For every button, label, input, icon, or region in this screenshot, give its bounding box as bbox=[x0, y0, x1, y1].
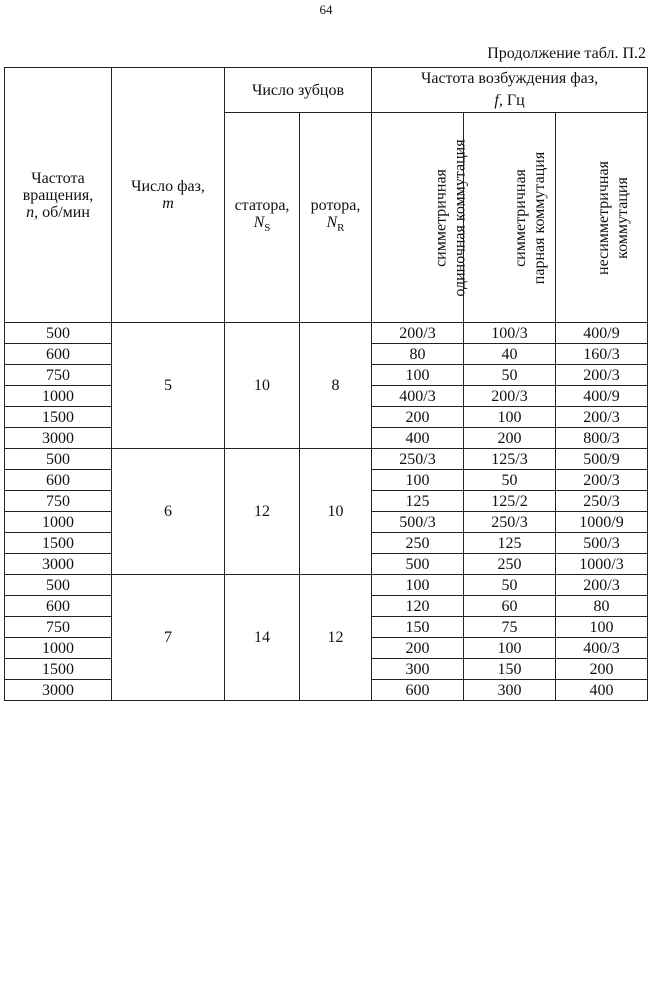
speed-cell: 500 bbox=[5, 575, 112, 596]
header-frequency-label: Частота возбуждения фаз, bbox=[420, 70, 599, 87]
header-asym-line1: несимметричная bbox=[594, 160, 612, 275]
freq-sym-pair-cell: 75 bbox=[464, 617, 556, 638]
header-frequency-group bbox=[372, 68, 648, 113]
freq-sym-single-cell: 600 bbox=[372, 680, 464, 701]
speed-cell: 1000 bbox=[5, 386, 112, 407]
table-row bbox=[5, 323, 648, 344]
speed-cell: 1000 bbox=[5, 638, 112, 659]
freq-sym-single-cell: 100 bbox=[372, 470, 464, 491]
freq-sym-pair-cell: 50 bbox=[464, 470, 556, 491]
speed-cell: 750 bbox=[5, 617, 112, 638]
freq-asym-cell: 200/3 bbox=[556, 365, 648, 386]
header-teeth-group: Число зубцов bbox=[225, 68, 372, 113]
freq-asym-cell: 100 bbox=[556, 617, 648, 638]
freq-sym-pair-cell: 250 bbox=[464, 554, 556, 575]
header-rotor-var: N bbox=[326, 214, 338, 232]
header-asym-line2: коммутация bbox=[613, 176, 631, 259]
header-asym-text bbox=[594, 161, 632, 275]
freq-sym-pair-cell: 200/3 bbox=[464, 386, 556, 407]
frequency-table bbox=[4, 67, 648, 701]
speed-cell: 750 bbox=[5, 491, 112, 512]
stator-teeth-cell: 10 bbox=[225, 323, 300, 449]
speed-cell: 500 bbox=[5, 449, 112, 470]
freq-sym-single-cell: 200 bbox=[372, 638, 464, 659]
freq-sym-pair-cell: 50 bbox=[464, 365, 556, 386]
speed-cell: 3000 bbox=[5, 680, 112, 701]
freq-sym-single-cell: 400 bbox=[372, 428, 464, 449]
header-stator bbox=[225, 113, 300, 323]
freq-asym-cell: 200 bbox=[556, 659, 648, 680]
freq-asym-cell: 1000/3 bbox=[556, 554, 648, 575]
table-body bbox=[5, 323, 648, 701]
freq-sym-pair-cell: 125/2 bbox=[464, 491, 556, 512]
table-header bbox=[5, 68, 648, 323]
freq-sym-pair-cell: 100 bbox=[464, 638, 556, 659]
freq-asym-cell: 200/3 bbox=[556, 407, 648, 428]
freq-asym-cell: 800/3 bbox=[556, 428, 648, 449]
header-sym-pair bbox=[464, 113, 556, 323]
freq-sym-pair-cell: 125 bbox=[464, 533, 556, 554]
header-frequency-var: f, bbox=[494, 92, 503, 109]
freq-asym-cell: 200/3 bbox=[556, 575, 648, 596]
freq-sym-pair-cell: 150 bbox=[464, 659, 556, 680]
header-sym-single-line1: симметричная bbox=[432, 168, 450, 267]
header-sym-single-line2: одиночная коммутация bbox=[451, 138, 469, 297]
header-rotor-label: ротора, bbox=[310, 197, 361, 215]
speed-cell: 1500 bbox=[5, 659, 112, 680]
page-number: 64 bbox=[319, 2, 333, 17]
freq-asym-cell: 160/3 bbox=[556, 344, 648, 365]
freq-sym-single-cell: 400/3 bbox=[372, 386, 464, 407]
speed-cell: 600 bbox=[5, 344, 112, 365]
rotor-teeth-cell: 10 bbox=[300, 449, 372, 575]
freq-asym-cell: 400/9 bbox=[556, 323, 648, 344]
freq-sym-pair-cell: 200 bbox=[464, 428, 556, 449]
header-asym bbox=[556, 113, 648, 323]
speed-cell: 750 bbox=[5, 365, 112, 386]
freq-sym-pair-cell: 250/3 bbox=[464, 512, 556, 533]
speed-cell: 1000 bbox=[5, 512, 112, 533]
header-phases-label: Число фаз, bbox=[131, 178, 205, 195]
speed-cell: 1500 bbox=[5, 407, 112, 428]
speed-cell: 1500 bbox=[5, 533, 112, 554]
freq-asym-cell: 500/9 bbox=[556, 449, 648, 470]
freq-sym-single-cell: 100 bbox=[372, 365, 464, 386]
speed-cell: 3000 bbox=[5, 428, 112, 449]
freq-sym-single-cell: 120 bbox=[372, 596, 464, 617]
header-rotor-sub: R bbox=[337, 222, 345, 235]
header-speed-line1: Частота bbox=[31, 169, 85, 187]
freq-sym-pair-cell: 100 bbox=[464, 407, 556, 428]
stator-teeth-cell: 12 bbox=[225, 449, 300, 575]
freq-asym-cell: 400/3 bbox=[556, 638, 648, 659]
freq-asym-cell: 250/3 bbox=[556, 491, 648, 512]
freq-sym-pair-cell: 40 bbox=[464, 344, 556, 365]
stator-teeth-cell: 14 bbox=[225, 575, 300, 701]
header-speed-unit: об/мин bbox=[38, 203, 90, 221]
header-speed-line2: вращения, bbox=[22, 186, 94, 204]
freq-sym-single-cell: 500/3 bbox=[372, 512, 464, 533]
freq-asym-cell: 500/3 bbox=[556, 533, 648, 554]
freq-sym-single-cell: 300 bbox=[372, 659, 464, 680]
freq-sym-single-cell: 125 bbox=[372, 491, 464, 512]
freq-asym-cell: 400 bbox=[556, 680, 648, 701]
freq-sym-pair-cell: 100/3 bbox=[464, 323, 556, 344]
freq-sym-pair-cell: 50 bbox=[464, 575, 556, 596]
header-sym-single-text bbox=[432, 139, 470, 296]
header-sym-single bbox=[372, 113, 469, 323]
freq-asym-cell: 1000/9 bbox=[556, 512, 648, 533]
header-speed bbox=[5, 68, 112, 323]
header-stator-var: N bbox=[253, 214, 265, 232]
freq-sym-single-cell: 150 bbox=[372, 617, 464, 638]
speed-cell: 500 bbox=[5, 323, 112, 344]
table-row bbox=[5, 575, 648, 596]
freq-asym-cell: 400/9 bbox=[556, 386, 648, 407]
freq-sym-single-cell: 80 bbox=[372, 344, 464, 365]
speed-cell: 3000 bbox=[5, 554, 112, 575]
rotor-teeth-cell: 12 bbox=[300, 575, 372, 701]
freq-sym-pair-cell: 125/3 bbox=[464, 449, 556, 470]
table-caption: Продолжение табл. П.2 bbox=[487, 45, 646, 62]
header-sym-pair-line1: симметричная bbox=[512, 168, 530, 267]
freq-sym-single-cell: 250/3 bbox=[372, 449, 464, 470]
header-phases-var: m bbox=[162, 195, 174, 212]
table-row bbox=[5, 449, 648, 470]
header-speed-var: n, bbox=[26, 203, 39, 221]
rotor-teeth-cell: 8 bbox=[300, 323, 372, 449]
phases-cell: 7 bbox=[112, 575, 225, 701]
header-phases bbox=[112, 68, 225, 323]
freq-sym-single-cell: 500 bbox=[372, 554, 464, 575]
header-sym-pair-text bbox=[511, 151, 549, 283]
freq-sym-single-cell: 100 bbox=[372, 575, 464, 596]
speed-cell: 600 bbox=[5, 470, 112, 491]
freq-sym-single-cell: 250 bbox=[372, 533, 464, 554]
phases-cell: 5 bbox=[112, 323, 225, 449]
header-sym-pair-line2: парная коммутация bbox=[531, 151, 549, 284]
freq-sym-pair-cell: 60 bbox=[464, 596, 556, 617]
freq-sym-single-cell: 200/3 bbox=[372, 323, 464, 344]
phases-cell: 6 bbox=[112, 449, 225, 575]
header-stator-label: статора, bbox=[234, 197, 290, 215]
header-frequency-unit: Гц bbox=[502, 92, 525, 109]
freq-asym-cell: 80 bbox=[556, 596, 648, 617]
freq-sym-pair-cell: 300 bbox=[464, 680, 556, 701]
freq-asym-cell: 200/3 bbox=[556, 470, 648, 491]
freq-sym-single-cell: 200 bbox=[372, 407, 464, 428]
header-stator-sub: S bbox=[264, 222, 271, 235]
speed-cell: 600 bbox=[5, 596, 112, 617]
header-rotor bbox=[300, 113, 372, 323]
